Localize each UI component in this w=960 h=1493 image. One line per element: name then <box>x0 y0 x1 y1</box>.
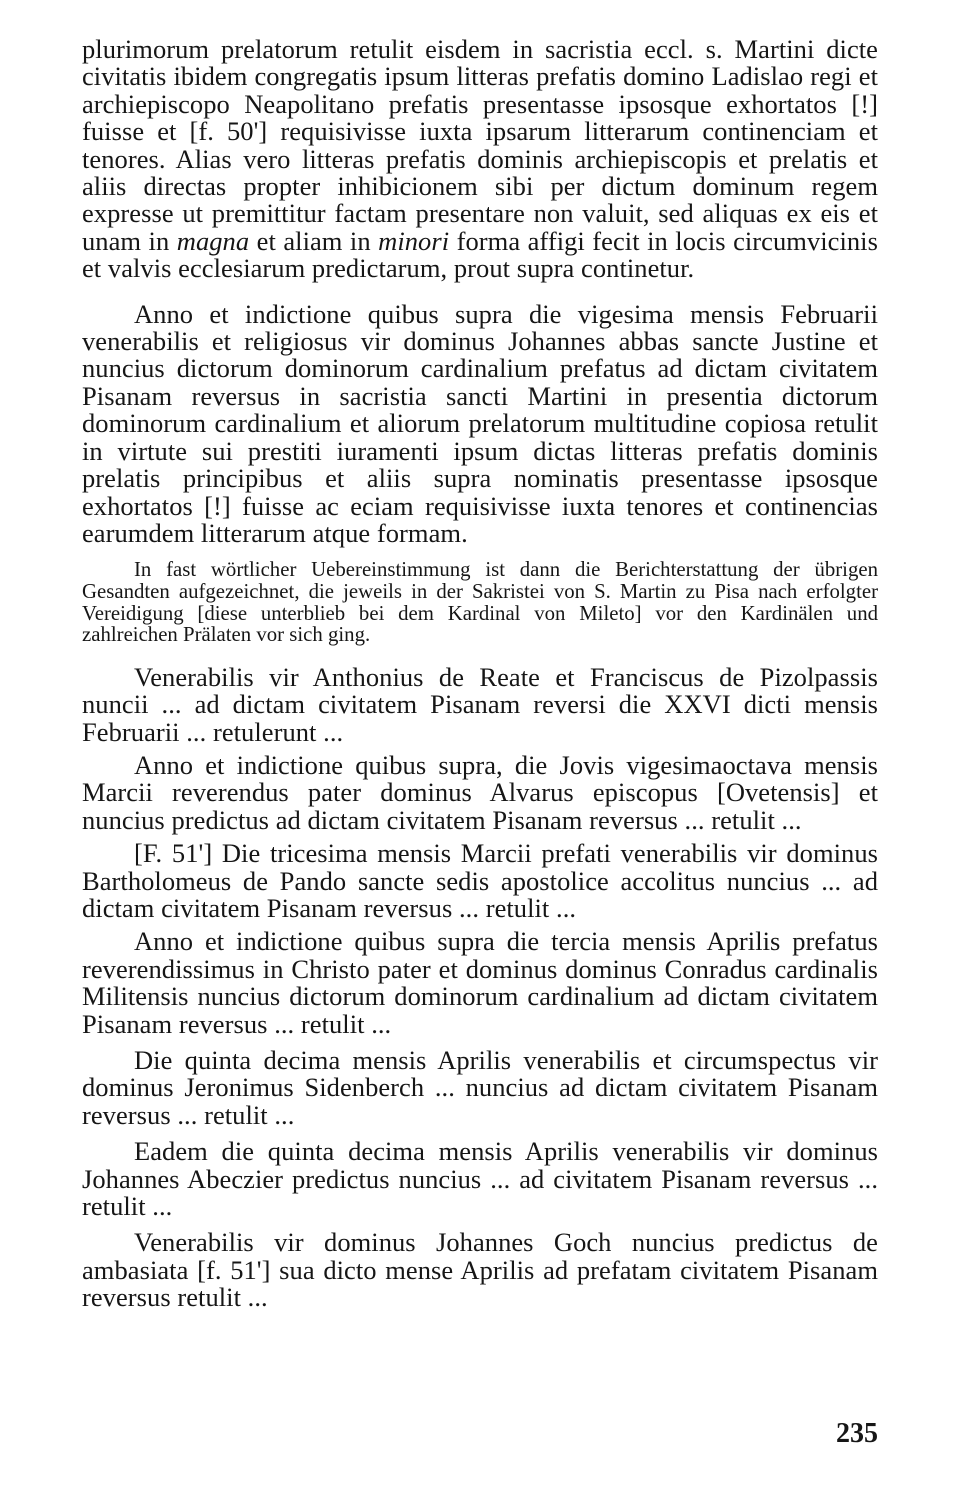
paragraph-alvarus-episcopus: Anno et indictione quibus supra, die Jovis vigesimaoctava mensis Marcii reverendus pater dominus Alvarus episcopus [Ovetensis] et nuncius predictus ad dictam civitatem Pisanam reversus ... retulit ... <box>82 749 878 835</box>
paragraph-continuation <box>82 36 878 283</box>
paragraph-text: forma affigi fecit in locis circumvicinis et valvis ecclesiarum predictarum, prout supra continetur. <box>82 225 878 284</box>
paragraph-conradus-cardinalis: Anno et indictione quibus supra die tercia mensis Aprilis prefatus reverendissimus in Christo pater et dominus dominus Conradus cardinalis Militensis nuncius dictorum dominorum cardinalium ad dictam civitatem Pisanam reversus ... retulit ... <box>82 926 878 1039</box>
page-body <box>82 36 878 1312</box>
paragraph-johannes-abbas: Anno et indictione quibus supra die vigesima mensis Februarii venerabilis et religiosus vir dominus Johannes abbas sancte Justine et nuncius dictorum dominorum cardinalium prefatus ad dictam civitatem Pisanam reversus in sacristia sancti Martini in presentia dictorum dominorum cardinalium et aliorum prelatorum multitudine copiosa retulit in virtute sui prestiti iuramenti ipsum dictas litteras prefatis dominis prelatis principibus et aliis supra nominatis presentasse ipsosque exhortatos [!] fuisse ac eciam requisivisse iuxta tenores et continencias earumdem litterarum atque formam. <box>82 298 878 548</box>
paragraph-anthonius-de-reate: Venerabilis vir Anthonius de Reate et Franciscus de Pizolpassis nuncii ... ad dictam civitatem Pisanam reversi die XXVI dicti mensis Februarii ... retulerunt ... <box>82 661 878 747</box>
editorial-note: In fast wörtlicher Uebereinstimmung ist dann die Berichterstattung der übrigen Gesandten aufgezeichnet, die jeweils in der Sakristei von S. Martin zu Pisa nach erfolgter Vereidigung [diese unterblieb bei dem Kardinal von Mileto] vor den Kardinälen und zahlreichen Prälaten vor sich ging. <box>82 558 878 647</box>
paragraph-johannes-abeczier: Eadem die quinta decima mensis Aprilis venerabilis vir dominus Johannes Abeczier predictus nuncius ... ad civitatem Pisanam reversus ... retulit ... <box>82 1136 878 1221</box>
paragraph-text: et aliam in <box>256 225 371 256</box>
page-number: 235 <box>836 1418 878 1449</box>
paragraph-jeronimus-sidenberch: Die quinta decima mensis Aprilis venerabilis et circumspectus vir dominus Jeronimus Sidenberch ... nuncius ad dictam civitatem Pisanam reversus ... retulit ... <box>82 1044 878 1130</box>
italic-term-magna: magna <box>176 225 250 256</box>
paragraph-johannes-goch: Venerabilis vir dominus Johannes Goch nuncius predictus de ambasiata [f. 51'] sua dicto mense Aprilis ad prefatam civitatem Pisanam reversus retulit ... <box>82 1227 878 1313</box>
italic-term-minori: minori <box>378 225 450 256</box>
paragraph-text: plurimorum prelatorum retulit eisdem in sacristia eccl. s. Martini dicte civitatis ibidem congregatis ipsum litteras prefatis domino Ladislao regi et archiepiscopo Neapolitano prefatis presentasse ipsosque exhortatos [!] fuisse et [f. 50'] requisivisse iuxta ipsarum litterarum continenciam et tenores. Alias vero litteras prefatis dominis archiepiscopis et prelatis et aliis directas propter inhibicionem sibi per dictum dominum regem expresse ut premittitur factam presentare non valuit, sed aliquas ex eis et unam in <box>82 34 878 256</box>
paragraph-bartholomeus-de-pando: [F. 51'] Die tricesima mensis Marcii prefati venerabilis vir dominus Bartholomeus de Pando sancte sedis apostolice accolitus nuncius ... ad dictam civitatem Pisanam reversus ... retulit ... <box>82 838 878 923</box>
